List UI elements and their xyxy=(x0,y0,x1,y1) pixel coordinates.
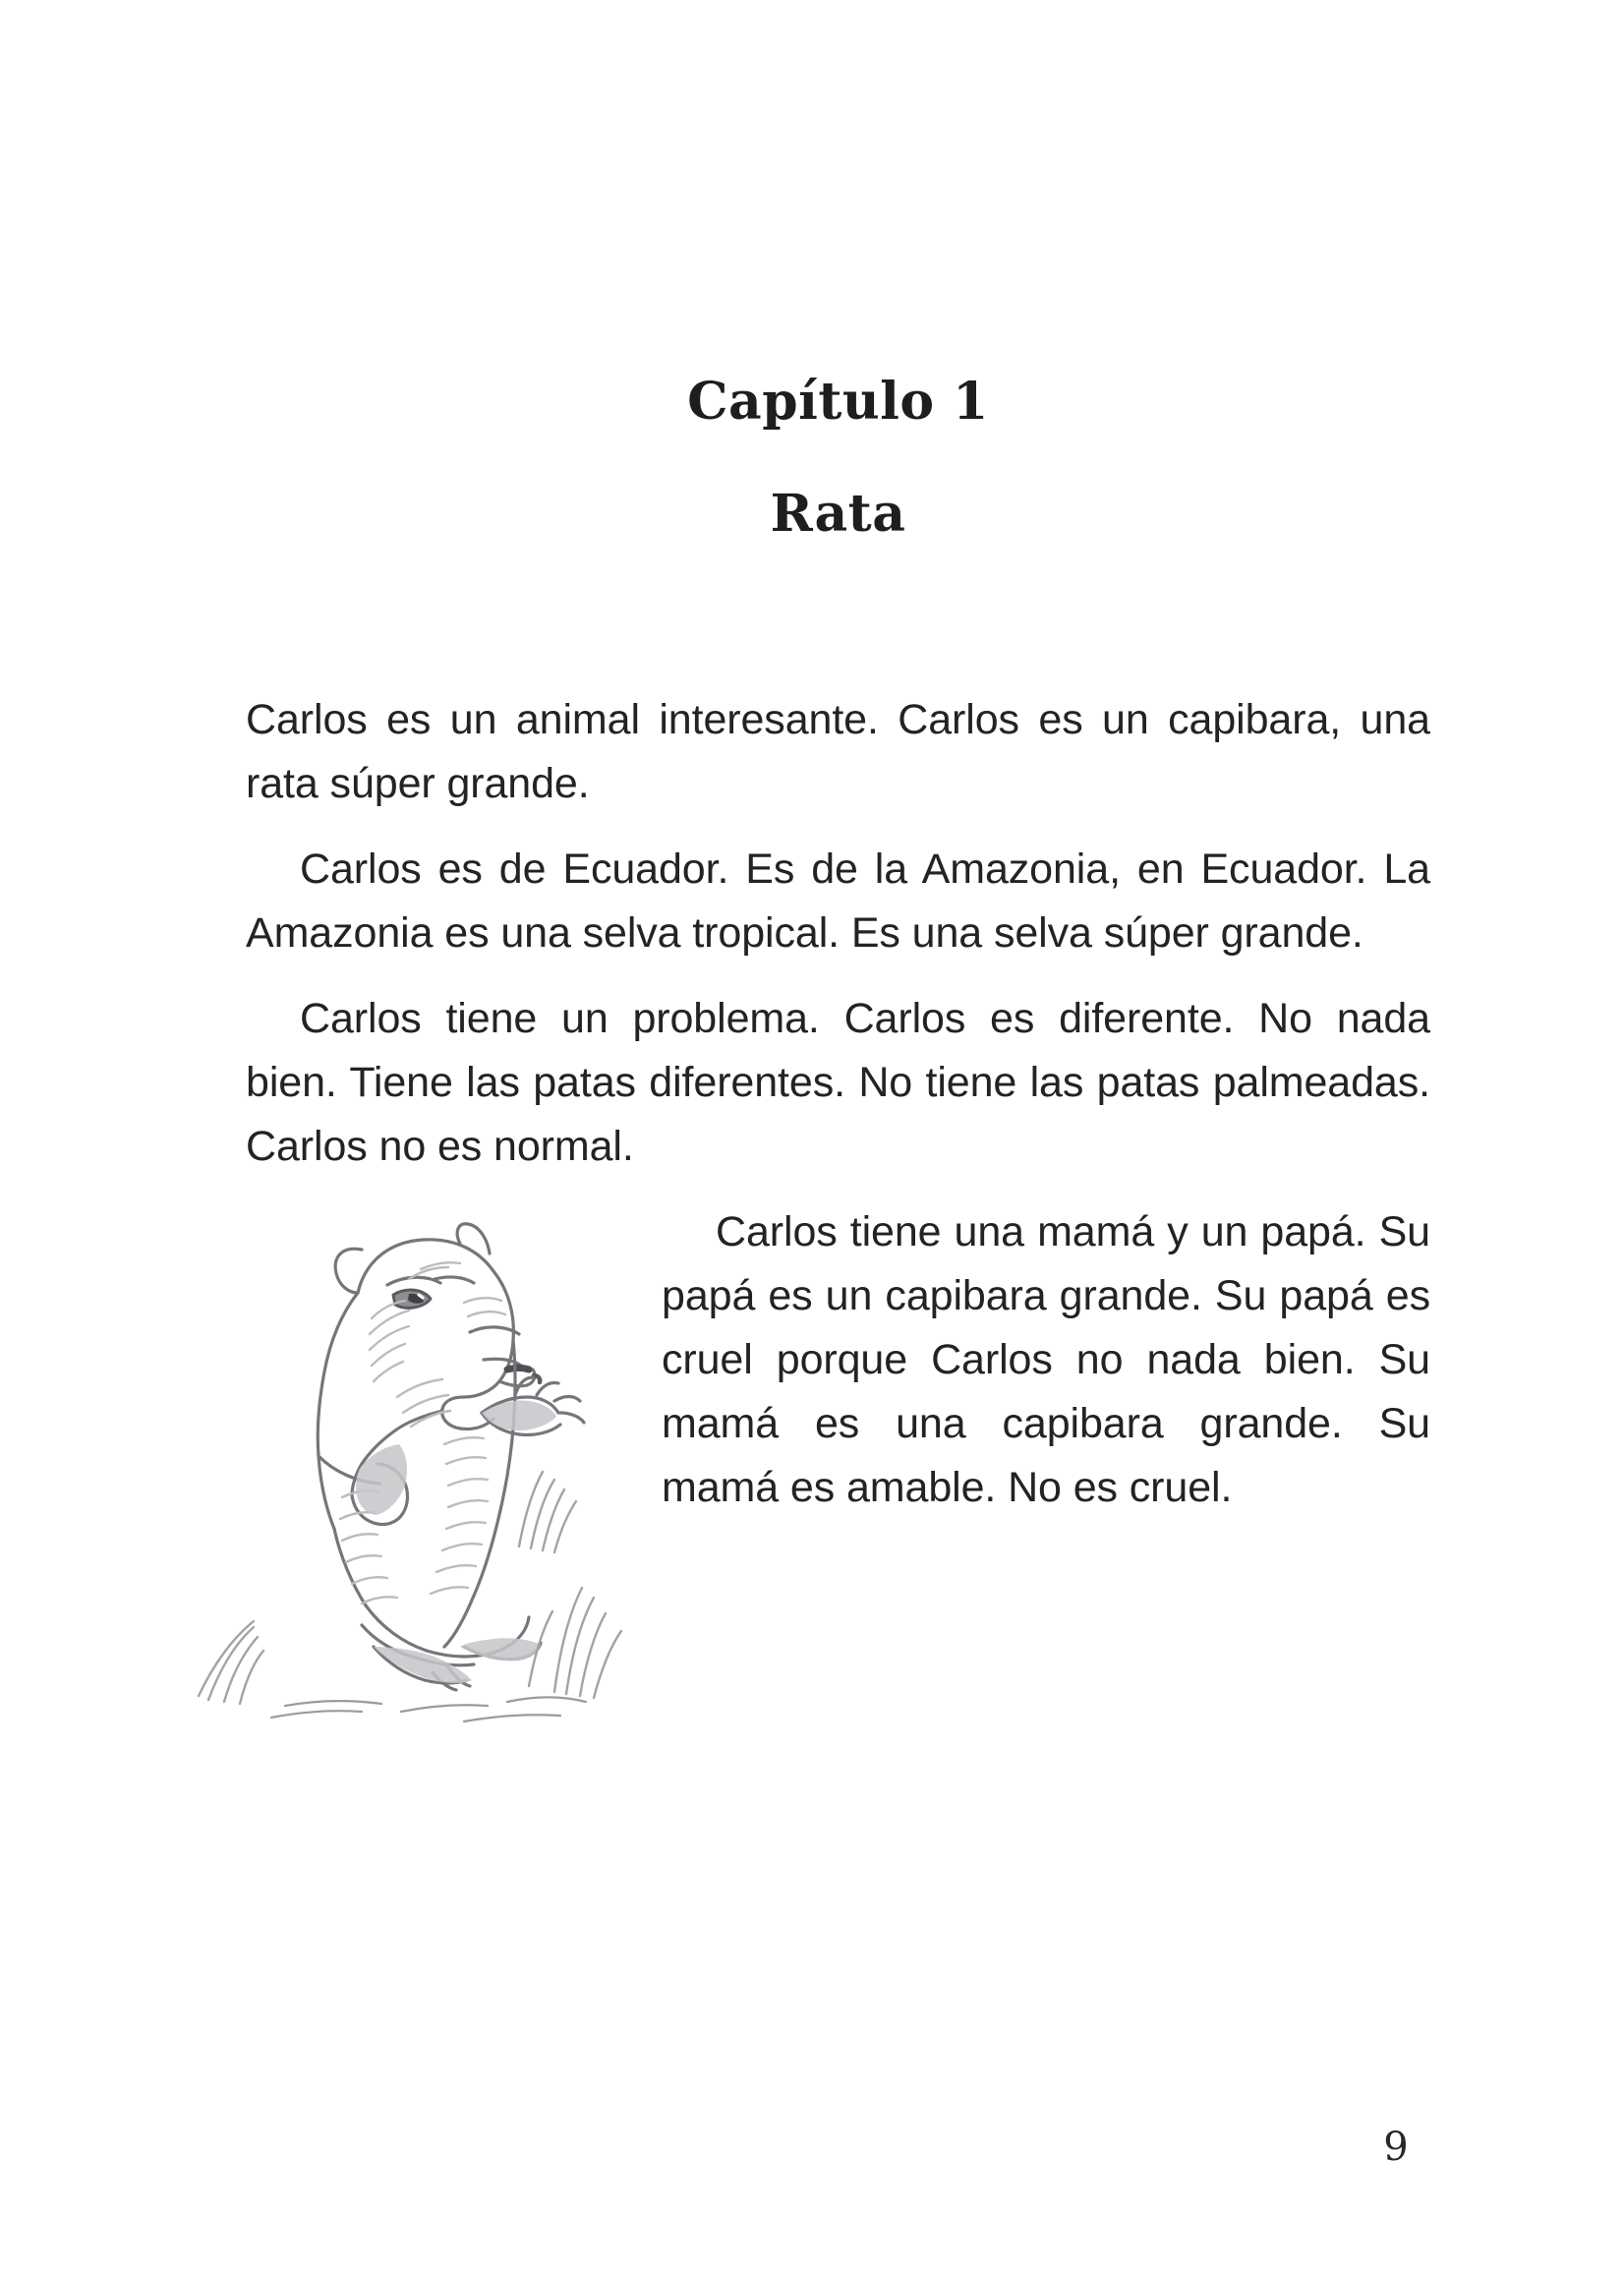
chapter-number-title: Capítulo 1 xyxy=(687,372,989,432)
paragraph-1: Carlos es un animal interesante. Carlos es un capibara, una rata súper grande. xyxy=(246,696,1430,807)
body-text-column xyxy=(246,688,1430,1796)
capybara-illustration xyxy=(246,1206,634,1796)
paragraph-3: Carlos tiene un problema. Carlos es diferente. No nada bien. Tiene las patas diferentes. No tiene las patas palmeadas. Carlos no es normal. xyxy=(246,995,1430,1170)
chapter-heading xyxy=(246,372,1430,545)
chapter-name-title: Rata xyxy=(770,484,906,544)
page-number: 9 xyxy=(1383,2125,1409,2170)
paragraph-2: Carlos es de Ecuador. Es de la Amazonia, en Ecuador. La Amazonia es una selva tropical. Es una selva súper grande. xyxy=(246,845,1430,957)
paragraph-4: Carlos tiene una mamá y un papá. Su papá es un capibara grande. Su papá es cruel porque Carlos no nada bien. Su mamá es una capibara grande. Su mamá es amable. No es cruel. xyxy=(662,1208,1430,1511)
